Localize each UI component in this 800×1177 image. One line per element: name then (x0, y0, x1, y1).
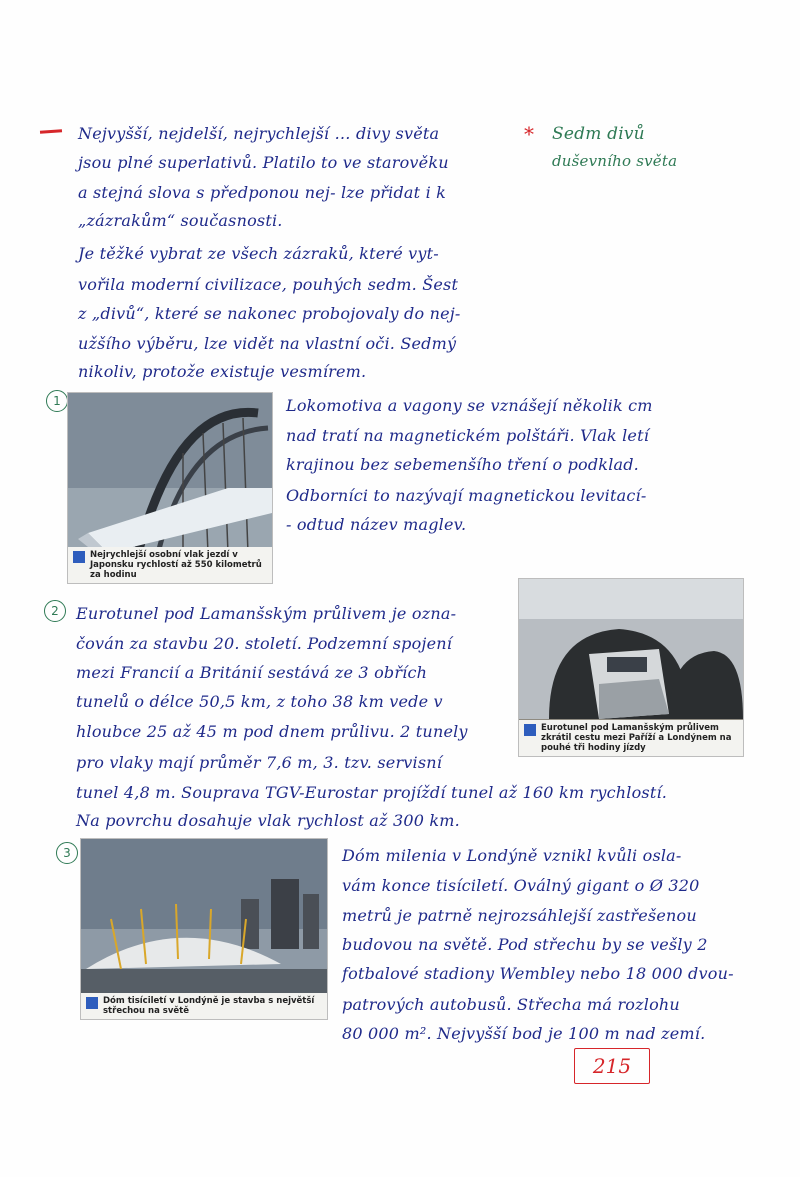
item3-line-3: metrů je patrně nejrozsáhlejší zastřešenou (342, 906, 697, 925)
dome-caption (81, 993, 327, 1019)
intro-line-3: z „divů“, které se nakonec probojovaly do nej- (78, 304, 461, 323)
side-note-line-2: duševního světa (552, 152, 678, 170)
item3-line-7: 80 000 m². Nejvyšší bod je 100 m nad zemí. (342, 1024, 706, 1043)
intro-line-4: užšího výběru, lze vidět na vlastní oči. Sedmý (78, 334, 457, 353)
title-line-4: „zázrakům“ současnosti. (78, 211, 283, 230)
item3-line-2: vám konce tisíciletí. Oválný gigant o Ø 320 (342, 876, 700, 895)
item2-line-3: mezi Francií a Británií sestává ze 3 obřích (76, 663, 428, 682)
eurotunnel-caption (519, 720, 743, 756)
title-line-3: a stejná slova s předponou nej- lze přidat i k (78, 183, 447, 202)
side-note-line-1: Sedm divů (552, 124, 645, 144)
item3-line-1: Dóm milenia v Londýně vznikl kvůli osla- (342, 846, 682, 865)
item2-line-7: tunel 4,8 m. Souprava TGV-Eurostar projíždí tunel až 160 km rychlostí. (76, 783, 668, 802)
item3-line-5: fotbalové stadiony Wembley nebo 18 000 dvou- (342, 964, 734, 983)
item1-line-5: - odtud název maglev. (286, 515, 467, 534)
title-line-1: Nejvyšší, nejdelší, nejrychlejší … divy světa (78, 124, 440, 143)
caption-square-icon (73, 551, 85, 563)
red-star-mark: * (524, 122, 535, 146)
item2-line-2: čován za stavbu 20. století. Podzemní spojení (76, 634, 453, 653)
item3-line-6: patrových autobusů. Střecha má rozlohu (342, 995, 680, 1014)
title-line-2: jsou plné superlativů. Platilo to ve starověku (78, 153, 449, 172)
item1-line-4: Odborníci to nazývají magnetickou levitací- (286, 486, 647, 505)
caption-square-icon (524, 724, 536, 736)
caption-text: Nejrychlejší osobní vlak jezdí v Japonsku rychlostí až 550 kilometrů za hodinu (90, 550, 262, 580)
intro-line-5: nikoliv, protože existuje vesmírem. (78, 362, 367, 381)
item-number-3: 3 (56, 842, 78, 864)
maglev-caption (68, 547, 272, 583)
maglev-train-photo (67, 392, 273, 584)
item1-line-3: krajinou bez sebemenšího tření o podklad. (286, 455, 639, 474)
caption-text: Dóm tisíciletí v Londýně je stavba s největší střechou na světě (103, 996, 315, 1016)
item-number-1: 1 (46, 390, 68, 412)
red-dash-mark (40, 129, 62, 134)
item2-line-1: Eurotunel pod Lamanšským průlivem je ozna- (76, 604, 457, 623)
page-number: 215 (574, 1048, 650, 1084)
eurotunnel-photo (518, 578, 744, 757)
caption-square-icon (86, 997, 98, 1009)
intro-line-2: vořila moderní civilizace, pouhých sedm. Šest (78, 275, 459, 294)
intro-line-1: Je těžké vybrat ze všech zázraků, které vyt- (78, 244, 439, 263)
millennium-dome-photo (80, 838, 328, 1020)
item-number-2: 2 (44, 600, 66, 622)
item2-line-6: pro vlaky mají průměr 7,6 m, 3. tzv. servisní (76, 753, 443, 772)
item1-line-1: Lokomotiva a vagony se vznášejí několik cm (286, 396, 653, 415)
item2-line-4: tunelů o délce 50,5 km, z toho 38 km vede v (76, 692, 443, 711)
item2-line-5: hloubce 25 až 45 m pod dnem průlivu. 2 tunely (76, 722, 468, 741)
item1-line-2: nad tratí na magnetickém polštáři. Vlak letí (286, 426, 650, 445)
item2-line-8: Na povrchu dosahuje vlak rychlost až 300 km. (76, 811, 460, 830)
millennium-dome-illustration (81, 839, 327, 1019)
caption-text: Eurotunel pod Lamanšským průlivem zkrátil cestu mezi Paříží a Londýnem na pouhé tři hodiny jízdy (541, 723, 732, 753)
item3-line-4: budovou na světě. Pod střechu by se vešly 2 (342, 935, 708, 954)
